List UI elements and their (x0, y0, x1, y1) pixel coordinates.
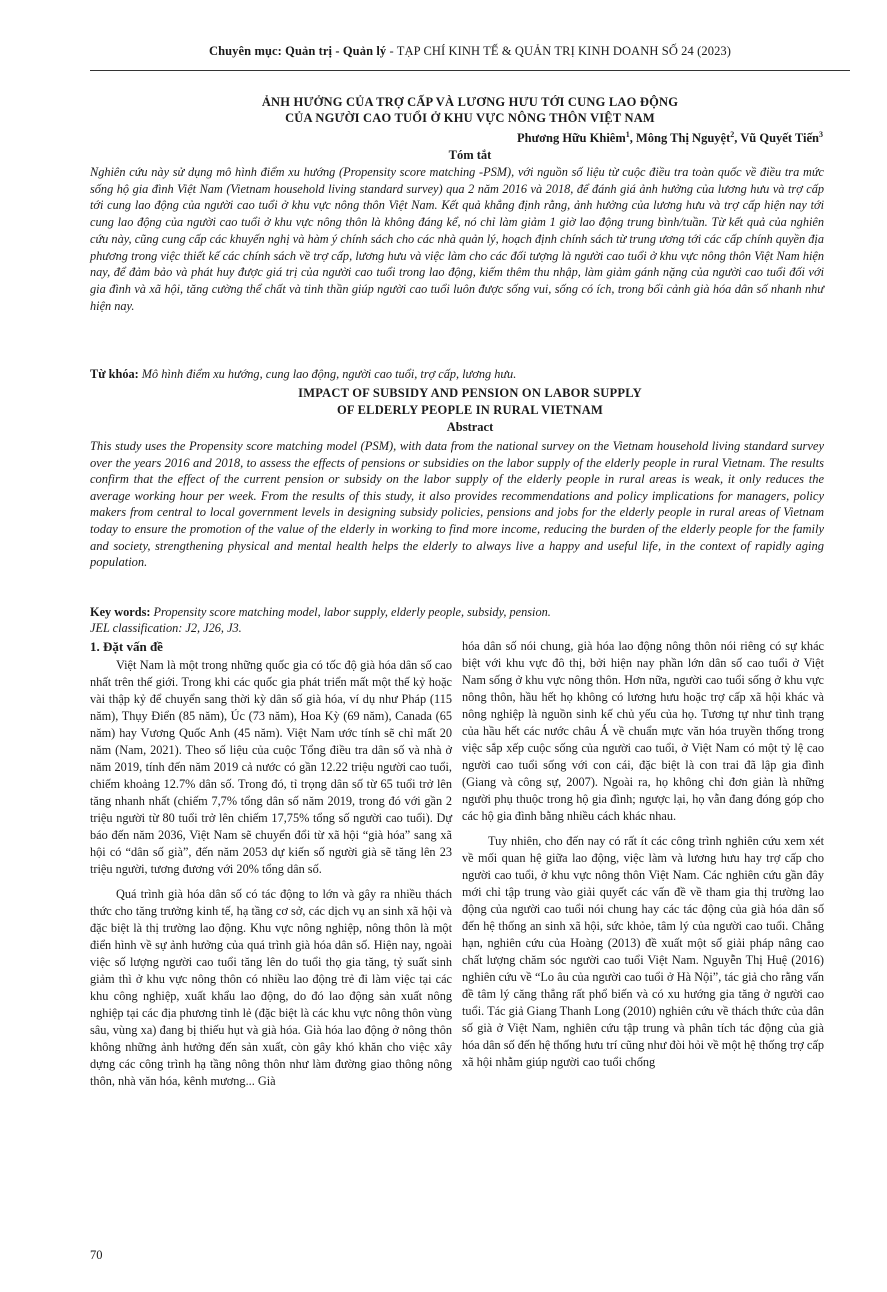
keywords-vi-label: Từ khóa: (90, 367, 139, 381)
keywords-en-text: Propensity score matching model, labor supply, elderly people, subsidy, pension. (150, 605, 551, 619)
author-name: Vũ Quyết Tiến (740, 131, 819, 146)
title-vi-line1: ẢNH HƯỞNG CỦA TRỢ CẤP VÀ LƯƠNG HƯU TỚI CUNG LAO ĐỘNG (261, 95, 679, 109)
left-column (90, 638, 452, 1090)
section-1-heading: 1. Đặt vấn đề (90, 639, 163, 654)
summary-vi-label: Tóm tắt (448, 148, 492, 162)
author-list: Phương Hữu Khiêm$^1$, Mông Thị Nguyệt$^2$, Vũ Quyết Tiến$^3$ (517, 130, 823, 146)
page-number: 70 (90, 1248, 103, 1262)
abstract-en-label: Abstract (446, 420, 494, 434)
author-name: Phương Hữu Khiêm (517, 131, 626, 146)
author-affiliation: 3 (819, 130, 823, 139)
title-en-line2: OF ELDERLY PEOPLE IN RURAL VIETNAM (337, 403, 603, 417)
body-paragraph: hóa dân số nói chung, già hóa lao động nông thôn nói riêng có sự khác biệt với khu vực đô thị, bởi hiện nay phần lớn dân số cao tuổi ở Việt Nam sống ở khu vực nông thôn. Hơn nữa, người cao tuổi sống ở khu vực nông thôn, hầu hết họ không có lương hưu hoặc trợ cấp xã hội khác và nông nghiệp là nguồn sinh kế chủ yếu của họ. Tương tự như tình trạng của hầu hết các nước châu Á về chuẩn mực văn hóa truyền thống trong việc sắp xếp cuộc sống của người cao tuổi, ở Việt Nam có một tỷ lệ cao người cao tuổi sống với con cái, đặc biệt là con trai đã lập gia đình (Giang và công sự, 2007). Ngoài ra, họ không chỉ đơn giản là những người phụ thuộc trong hộ gia đình; ngược lại, họ vẫn đang đóng góp cho các hộ gia đình bằng nhiều cách khác nhau. (462, 639, 824, 823)
header-rule (90, 70, 850, 71)
author-affiliation: 2 (730, 130, 735, 139)
body-paragraph: Việt Nam là một trong những quốc gia có tốc độ già hóa dân số cao nhất trên thế giới. Trong khi các quốc gia phát triển mất một thế kỷ hoặc vài thập kỷ để chuyển sang thời kỳ dân số già hóa, ví dụ như Pháp (115 năm), Thụy Điển (85 năm), Úc (73 năm), Hoa Kỳ (69 năm), Canada (65 năm) hay Vương Quốc Anh (45 năm). Việt Nam ước tính sẽ chỉ mất 20 năm (Nam, 2021). Theo số liệu của cuộc Tổng điều tra dân số và nhà ở năm 2019, tính đến năm 2019 cả nước có gần 12.22 triệu người cao tuổi, chiếm khoảng 12.7% dân số. Trong đó, tỉ trọng dân số từ 65 tuổi trở lên tăng nhanh nhất (chiếm 7,7% tổng dân số năm 2019, trong đó với gần 2 triệu người từ 80 tuổi trở lên chiếm 17,75% tổng số người cao tuổi). Dự báo đến năm 2036, Việt Nam sẽ chuyển đổi từ xã hội “già hóa” sang xã hội có “dân số già”, đến năm 2053 dự kiến số người già sẽ tăng lên 23 triệu người, tương đương với 20% tổng dân số. (90, 658, 452, 876)
title-vi-line2: CỦA NGƯỜI CAO TUỔI Ở KHU VỰC NÔNG THÔN VIỆT NAM (285, 111, 655, 125)
jel-classification: JEL classification: J2, J26, J3. (90, 621, 242, 635)
keywords-en-label: Key words: (90, 605, 151, 619)
keywords-vi (90, 366, 824, 382)
right-column (462, 638, 824, 1071)
keywords-vi-text: Mô hình điểm xu hướng, cung lao động, người cao tuổi, trợ cấp, lương hưu. (138, 367, 517, 381)
keywords-en (90, 604, 824, 620)
journal-header (90, 44, 850, 59)
header-journal: - TẠP CHÍ KINH TẾ & QUẢN TRỊ KINH DOANH SỐ 24 (2023) (386, 44, 732, 58)
body-paragraph: Tuy nhiên, cho đến nay có rất ít các công trình nghiên cứu xem xét về mối quan hệ giữa lao động, việc làm và lương hưu hay trợ cấp cho người cao tuổi, ở khu vực nông thôn Việt Nam. Các nghiên cứu gần đây mới chỉ tập trung vào giải quyết các vấn đề về tham gia thị trường lao động của người cao tuổi nói chung hay các tác động của già hóa dân số đến hệ thống an sinh xã hội, sức khỏe, tâm lý của người cao tuổi. Chẳng hạn, nghiên cứu của Hoàng (2013) đề xuất một số giải pháp nâng cao chất lượng chăm sóc người cao tuổi Việt Nam. Nguyễn Thị Huệ (2016) nghiên cứu về “Lo âu của người cao tuổi ở Hà Nội”, tác giả cho rằng vấn đề tâm lý căng thẳng rất phổ biến và có xu hướng gia tăng ở người cao tuổi. Tác giả Giang Thanh Long (2010) nghiên cứu về thách thức của dân số già ở Việt Nam, nghiên cứu tập trung và phân tích tác động của già hóa dân số đến hệ thống hưu trí cũng như đòi hỏi về một hệ thống trợ cấp xã hội nhằm giúp người cao tuổi chống (462, 834, 824, 1069)
author-affiliation: 1 (625, 130, 630, 139)
summary-vi-text: Nghiên cứu này sử dụng mô hình điểm xu hướng (Propensity score matching -PSM), với nguồn số liệu từ cuộc điều tra toàn quốc về điều tra mức sống hộ gia đình Việt Nam (Vietnam household living standard survey) qua 2 năm 2016 và 2018, để đánh giá ảnh hưởng của lương hưu và trợ cấp tới cung lao động của người cao tuổi ở khu vực nông thôn Việt Nam. Kết quả khẳng định rằng, ảnh hưởng của lương hưu và trợ cấp hiện nay tới cung lao động của người cao tuổi ở khu vực nông thôn là không đáng kể, nó chỉ làm giảm 1 giờ lao động trung bình/tuần. Từ kết quả của nghiên cứu này, cũng cung cấp các khuyến nghị và hàm ý chính sách cho các nhà quản lý, hoạch định chính sách từ trung ương tới các cấp chính quyền địa phương trong việc thiết kế các chính sách về trợ cấp, lương hưu và việc làm cho các đối tượng là người cao tuổi ở khu vực nông thôn Việt Nam hiện nay, để đảm bảo và phát huy được giá trị của người cao tuổi trong lao động, kiếm thêm thu nhập, làm giảm gánh nặng của người cao tuổi đối với gia đình và xã hội, tăng cường thể chất và tinh thần giúp người cao tuổi luôn được sống vui, sống có ích, trong bối cảnh già hóa dân số nhanh như hiện nay. (90, 165, 824, 313)
header-section: Chuyên mục: Quản trị - Quản lý (208, 44, 387, 58)
author-name: Mông Thị Nguyệt (636, 131, 731, 146)
title-en-line1: IMPACT OF SUBSIDY AND PENSION ON LABOR SUPPLY (298, 386, 642, 400)
abstract-en-text: This study uses the Propensity score matching model (PSM), with data from the national survey on the Vietnam household living standard survey over the years 2016 and 2018, to assess the effects of pensions or subsidies on the labor supply of the elderly people in rural Vietnam. The results confirm that the effect of the current pension or subsidy on the labor supply of the elderly people in rural areas is weak, it only reduces the average working hour per week. From the results of this study, it also provides recommendations and policy implications for managers, policy makers from central to local government levels in designing subsidy policies, pensions and jobs for the elderly people in rural areas of Vietnam today to ensure the promotion of the value of the elderly in working to find more income, reducing the burden of the elderly people for the family and society, strengthening physical and mental health helps the elderly to always live a happy and useful life, in the context of rapidly aging population. (90, 439, 824, 570)
body-paragraph: Quá trình già hóa dân số có tác động to lớn và gây ra nhiều thách thức cho tăng trưởng kinh tế, hạ tầng cơ sở, các dịch vụ an sinh xã hội và đặc biệt là thị trường lao động. Khu vực nông nghiệp, nông thôn là một điển hình về sự ảnh hưởng của quá trình già hóa dân số. Hiện nay, ngoài việc số lượng người cao tuổi tăng lên do tuổi thọ gia tăng, tỷ suất sinh giảm thì ở khu vực nông thôn có nhiều lao động trẻ đi làm việc tại các khu công nghiệp, xuất khẩu lao động, do đó lao động sản xuất nông nghiệp tại các địa phương tỉnh lẻ (đặc biệt là các khu vực nông thôn vùng sâu, vùng xa) đang bị thiếu hụt và già hóa. Già hóa lao động ở nông thôn không những ảnh hưởng đến sản xuất, còn gây khó khăn cho việc xây dựng các công trình hạ tầng nông thôn như làm đường giao thông nông thôn, nhà văn hóa, kênh mương... Già (90, 887, 452, 1088)
